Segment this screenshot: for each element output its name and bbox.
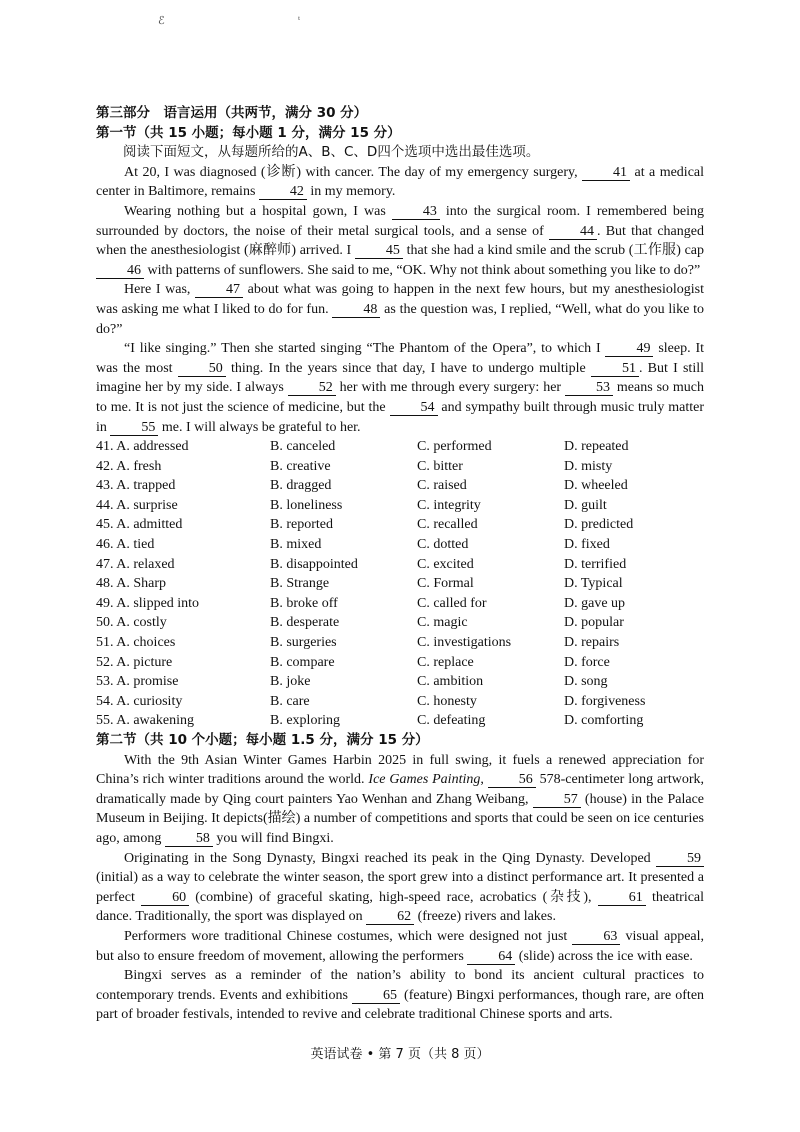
blank: 54 [390, 400, 438, 416]
blank: 59 [656, 851, 704, 867]
exam-content [96, 104, 704, 1025]
page-footer: 英语试卷 • 第 7 页（共 8 页） [310, 1047, 490, 1062]
blank: 65 [352, 988, 400, 1004]
part-title: 第三部分 语言运用（共两节，满分 30 分） [96, 105, 368, 121]
blank: 46 [96, 263, 144, 279]
blank: 44 [549, 224, 597, 240]
blank: 45 [355, 243, 403, 259]
option-row: 48. A. Sharp B. Strange C. Formal D. Typical [96, 576, 623, 592]
option-row: 43. A. trapped B. dragged C. raised D. wheeled [96, 478, 628, 494]
options-table [96, 437, 704, 731]
option-row: 55. A. awakening B. exploring C. defeating D. comforting [96, 713, 644, 729]
option-row: 44. A. surprise B. loneliness C. integrity D. guilt [96, 497, 607, 513]
blank: 51 [591, 361, 639, 377]
passage1-paragraph-1: At 20, I was diagnosed (诊断) with cancer. The day of my emergency surgery, 41 at a medical center in Baltimore, remains 42 in my memory. [96, 164, 705, 200]
option-row: 45. A. admitted B. reported C. recalled D. predicted [96, 517, 634, 533]
blank: 52 [288, 380, 336, 396]
blank: 48 [332, 302, 380, 318]
option-row: 50. A. costly B. desperate C. magic D. popular [96, 615, 624, 631]
passage1-paragraph-4: “I like singing.” Then she started singing “The Phantom of the Opera”, to which I 49 sleep. It was the most 50 thing. In the years since that day, I have to undergo multiple 51 . But I still imagine her by my side. I always 52 her with me through every surgery: her 53 means so much to me. It is not just the science of medicine, but the 54 and sympathy built through music truly matter in 55 me. I will always be grateful to her. [96, 341, 705, 435]
passage1-paragraph-2: Wearing nothing but a hospital gown, I was 43 into the surgical room. I remembered being surrounded by doctors, the noise of their metal surgical tools, and a sense of 44 . But that changed when the anesthesiologist (麻醉师) arrived. I 45 that she had a kind smile and the scrub (工作服) cap 46 with patterns of sunflowers. She said to me, “OK. Why not think about something you like to do?” [96, 203, 705, 278]
blank: 58 [165, 831, 213, 847]
scan-mark-mid: ᵗ [298, 14, 301, 26]
blank: 62 [366, 909, 414, 925]
blank: 50 [178, 361, 226, 377]
section1-instruction: 阅读下面短文，从每题所给的A、B、C、D四个选项中选出最佳选项。 [123, 144, 540, 161]
blank: 63 [572, 929, 620, 945]
passage2-paragraph-1: With the 9th Asian Winter Games Harbin 2025 in full swing, it fuels a renewed appreciation for China’s rich winter traditions around the world. Ice Games Painting, 56 578-centimeter long artwork, dramatically made by Qing court painters Yao Wenhan and Zhang Weibang, 57 (house) in the Palace Museum in Beijing. It depicts(描绘) a number of competitions and sports that could be seen on ice centuries ago, among 58 you will find Bingxi. [96, 752, 705, 846]
option-row: 47. A. relaxed B. disappointed C. excited D. terrified [96, 556, 627, 572]
section2-title: 第二节（共 10 个小题；每小题 1.5 分，满分 15 分） [96, 732, 429, 748]
blank: 43 [392, 204, 440, 220]
blank: 64 [467, 949, 515, 965]
blank: 60 [141, 890, 189, 906]
blank: 41 [582, 165, 630, 181]
blank: 53 [565, 380, 613, 396]
option-row: 49. A. slipped into B. broke off C. called for D. gave up [96, 595, 626, 611]
option-row: 42. A. fresh B. creative C. bitter D. misty [96, 458, 613, 474]
blank: 61 [598, 890, 646, 906]
option-row: 53. A. promise B. joke C. ambition D. song [96, 674, 608, 690]
option-row: 54. A. curiosity B. care C. honesty D. forgiveness [96, 693, 646, 709]
blank: 57 [533, 792, 581, 808]
scan-mark-left: ℰ [158, 15, 165, 27]
option-row: 51. A. choices B. surgeries C. investigations D. repairs [96, 635, 620, 651]
blank: 47 [195, 282, 243, 298]
option-row: 41. A. addressed B. canceled C. performed D. repeated [96, 439, 629, 455]
blank: 49 [605, 341, 653, 357]
section1-title: 第一节（共 15 小题；每小题 1 分，满分 15 分） [96, 124, 401, 141]
passage1-paragraph-3: Here I was, 47 about what was going to happen in the next few hours, but my anesthesiologist was asking me what I liked to do for fun. 48 as the question was, I replied, “Well, what do you like to do?” [96, 282, 705, 337]
blank: 55 [110, 420, 158, 436]
option-row: 52. A. picture B. compare C. replace D. force [96, 654, 610, 670]
option-row: 46. A. tied B. mixed C. dotted D. fixed [96, 537, 610, 553]
passage2-paragraph-4: Bingxi serves as a reminder of the nation’s ability to bond its ancient cultural practices to contemporary trends. Events and exhibitions 65 (feature) Bingxi performances, though rare, are often part of broader festivals, intended to revive and celebrate traditional Chinese sports and arts. [96, 968, 705, 1023]
passage2-paragraph-3: Performers wore traditional Chinese costumes, which were designed not just 63 visual appeal, but also to ensure freedom of movement, allowing the performers 64 (slide) across the ice with ease. [96, 928, 705, 964]
blank: 42 [259, 184, 307, 200]
passage2-paragraph-2: Originating in the Song Dynasty, Bingxi reached its peak in the Qing Dynasty. Developed 59 (initial) as a way to celebrate the winter season, the sport grew into a distinct performance art. It presented a perfect 60 (combine) of graceful skating, high-speed race, acrobatics (杂技), 61 theatrical dance. Traditionally, the sport was displayed on 62 (freeze) rivers and lakes. [96, 850, 705, 925]
blank: 56 [488, 772, 536, 788]
